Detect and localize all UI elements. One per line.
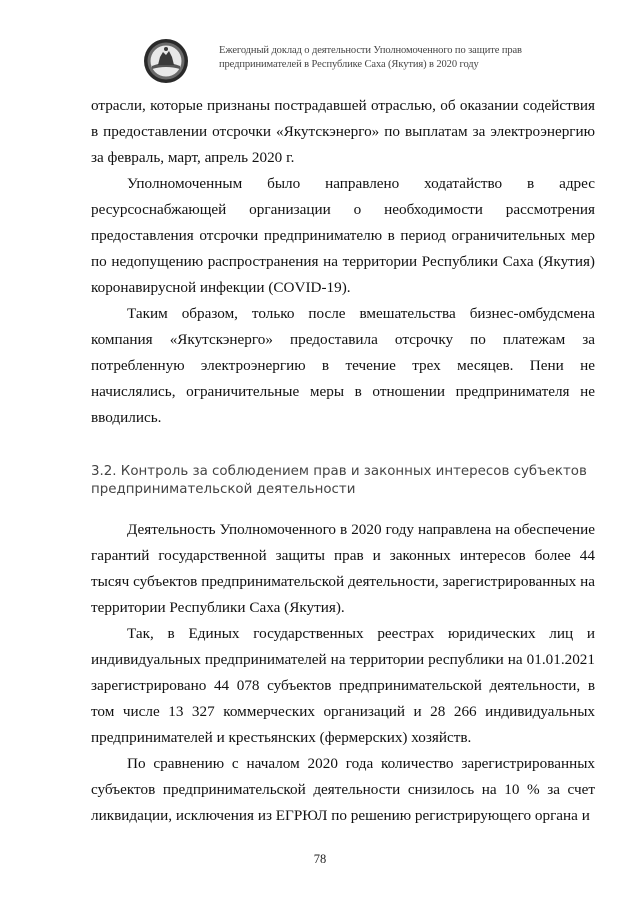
page-header xyxy=(143,38,543,88)
header-line-1: Ежегодный доклад о деятельности Уполномоченного по защите прав xyxy=(219,45,522,56)
section-heading: 3.2. Контроль за соблюдением прав и законных интересов субъектов предпринимательской деятельности xyxy=(91,464,587,497)
header-line-2: предпринимателей в Республике Саха (Якутия) в 2020 году xyxy=(219,59,479,70)
page-number: 78 xyxy=(313,852,327,866)
paragraph: По сравнению с началом 2020 года количество зарегистрированных субъектов предпринимательской деятельности снизилось на 10 % за счет ликвидации, исключения из ЕГРЮЛ по решению регистрирующего органа и xyxy=(91,755,595,824)
emblem-logo-icon xyxy=(143,38,189,84)
paragraph: Деятельность Уполномоченного в 2020 году направлена на обеспечение гарантий государственной защиты прав и законных интересов более 44 тысяч субъектов предпринимательской деятельности, зарегистрированных на территории Республики Саха (Якутия). xyxy=(91,521,595,616)
paragraph: Так, в Единых государственных реестрах юридических лиц и индивидуальных предпринимателей на территории республики на 01.01.2021 зарегистрировано 44 078 субъектов предпринимательской деятельности, в том числе 13 327 коммерческих организаций и 28 266 индивидуальных предпринимателей и крестьянских (фермерских) хозяйств. xyxy=(91,625,595,746)
paragraph: Уполномоченным было направлено ходатайство в адрес ресурсоснабжающей организации о необходимости рассмотрения предоставления отсрочки предпринимателю в период ограничительных мер по недопущению распространения на территории Республики Саха (Якутия) коронавирусной инфекции (COVID-19). xyxy=(91,175,595,296)
paragraph: Таким образом, только после вмешательства бизнес-омбудсмена компания «Якутскэнерго» предоставила отсрочку по платежам за потребленную электроэнергию в течение трех месяцев. Пени не начислялись, ограничительные меры в отношении предпринимателя не вводились. xyxy=(91,305,595,426)
header-text xyxy=(219,44,549,72)
document-body xyxy=(91,93,595,829)
paragraph-continuation: отрасли, которые признаны пострадавшей отраслью, об оказании содействия в предоставлении отсрочки «Якутскэнерго» по выплатам за электроэнергию за февраль, март, апрель 2020 г. xyxy=(91,97,595,166)
